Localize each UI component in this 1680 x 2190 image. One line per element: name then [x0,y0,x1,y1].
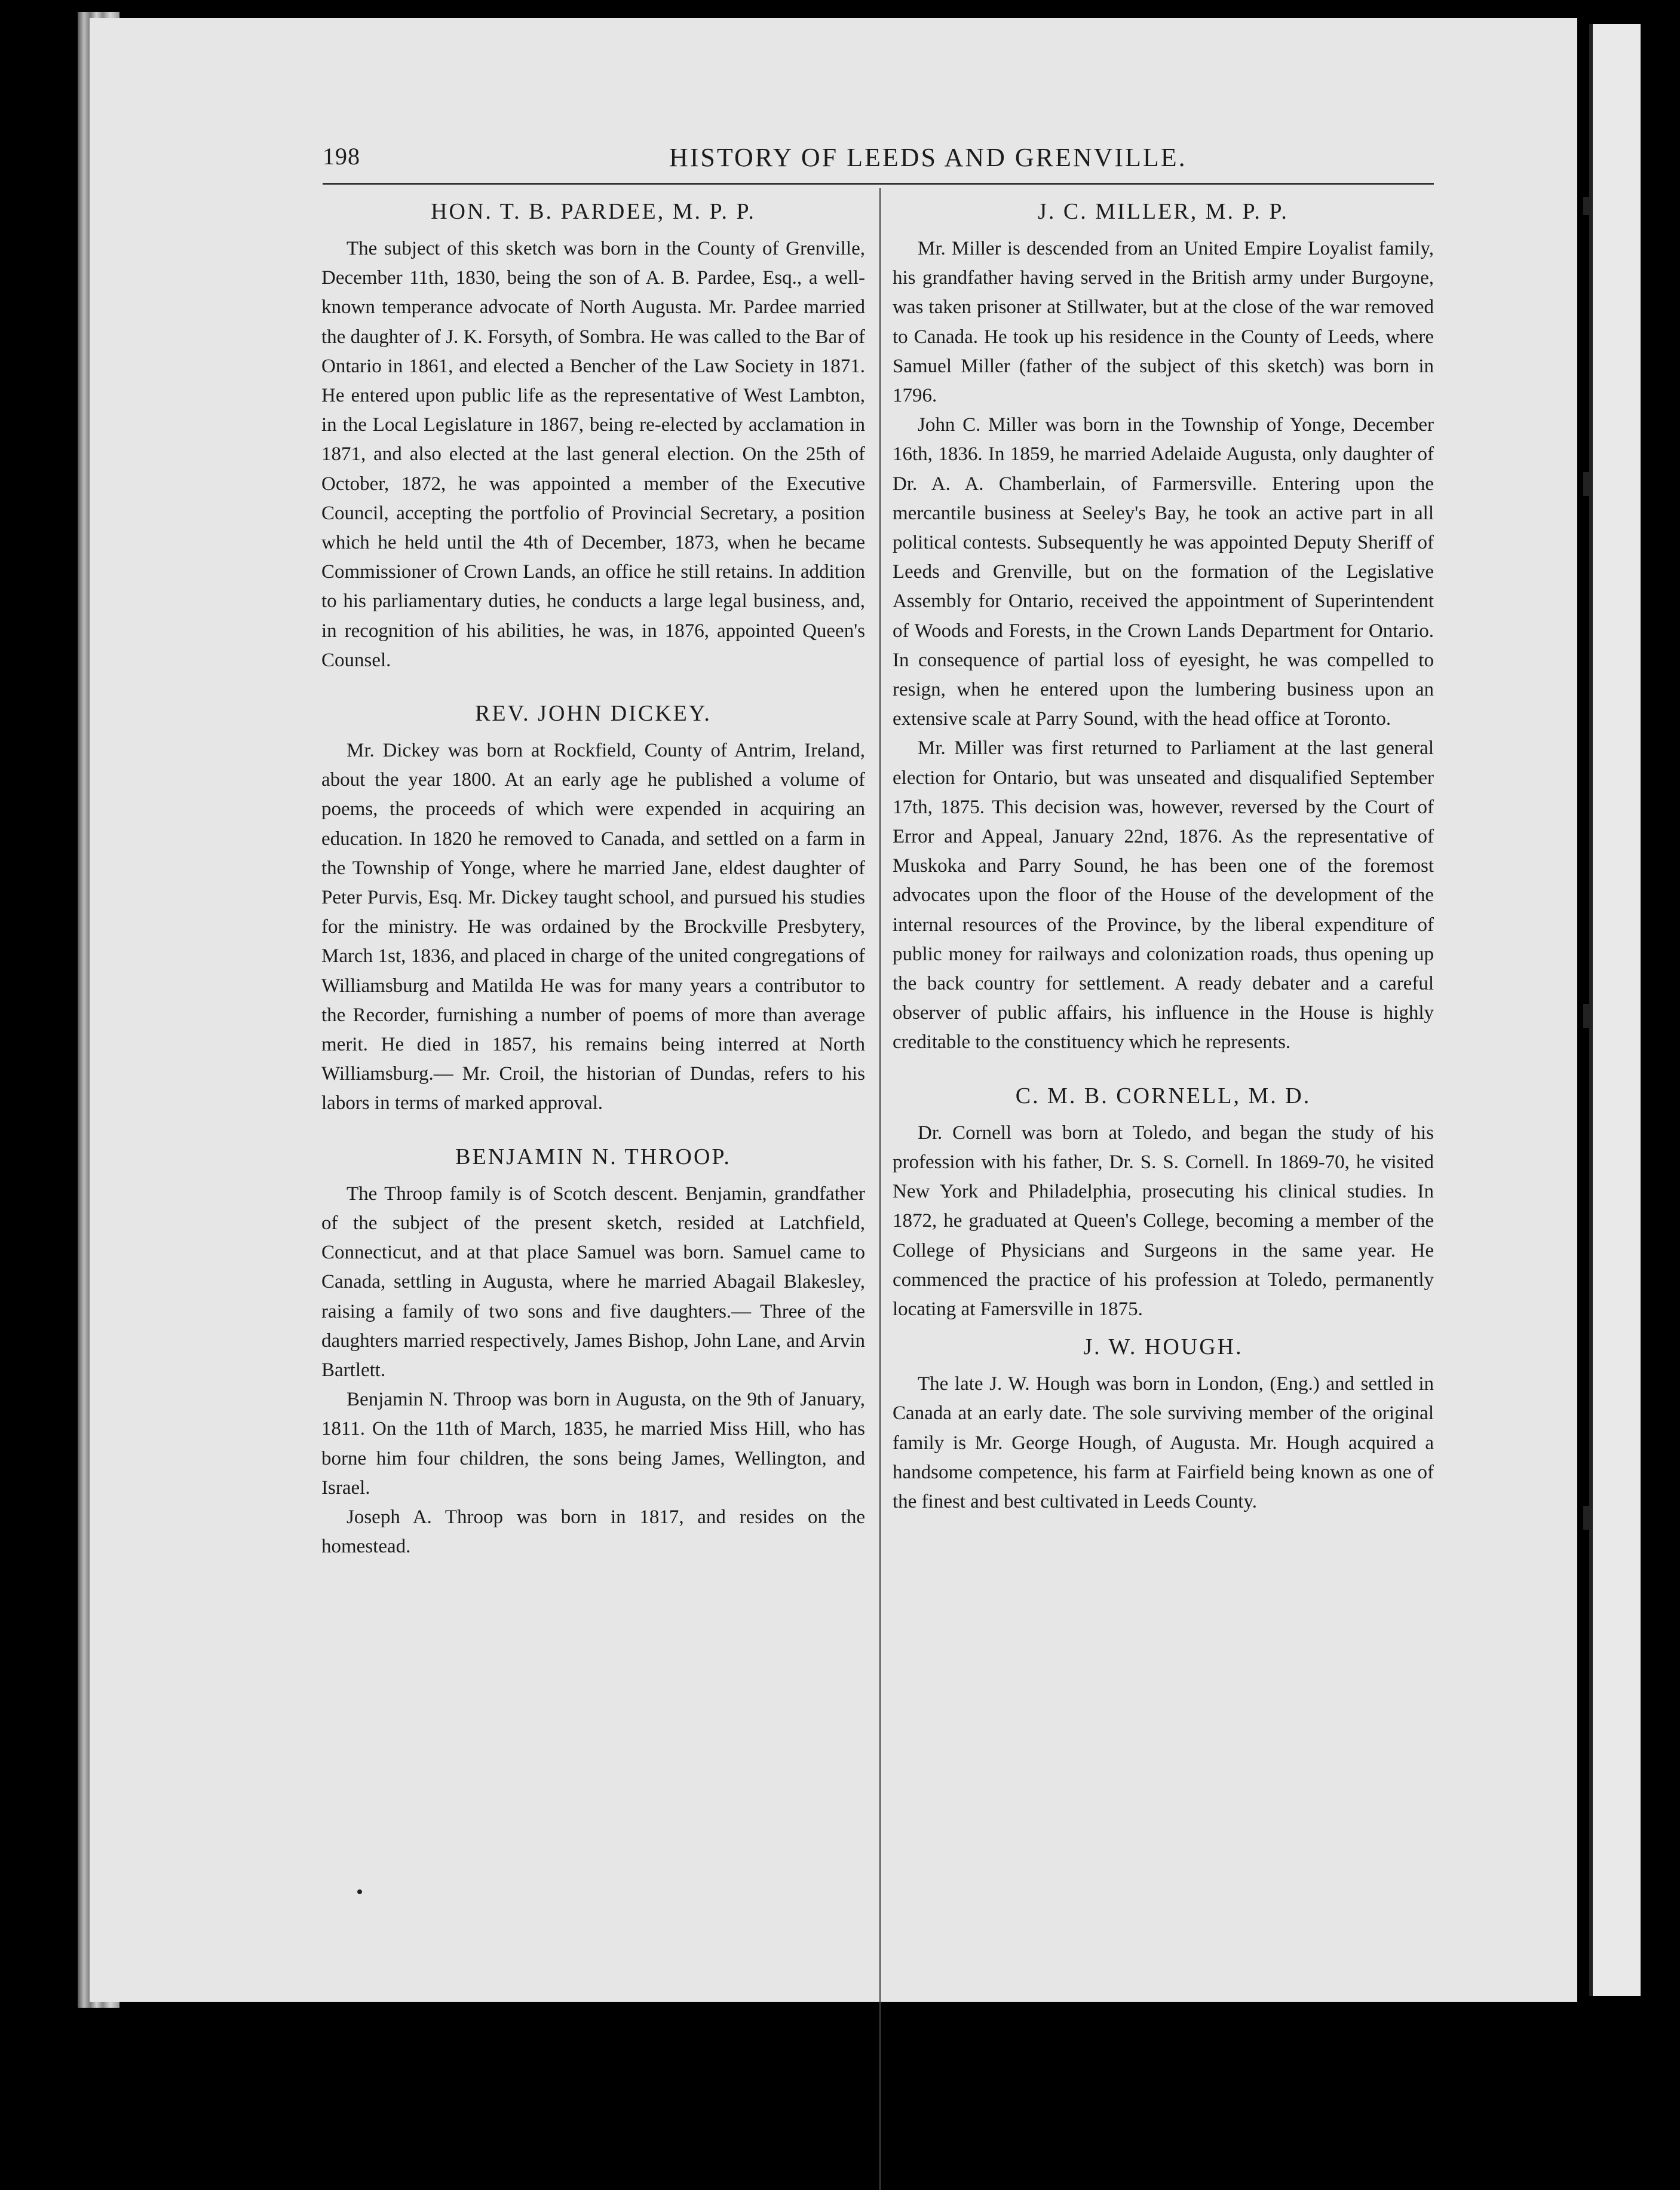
article-heading: C. M. B. CORNELL, M. D. [1015,1083,1311,1108]
article-hough [893,1333,1434,1517]
article-heading: J. W. HOUGH. [1083,1334,1243,1360]
article-paragraph: Mr. Miller is descended from an United Empire Loyalist family, his grandfather having served in the British army under Burgoyne, was taken prisoner at Stillwater, but at the close of the war removed to Canada. He took up his residence in the County of Leeds, where Samuel Miller (father of the subject of this sketch) was born in 1796. [893,238,1434,407]
ink-speck [357,1889,362,1894]
article-paragraph: Joseph A. Throop was born in 1817, and resides on the homestead. [321,1506,865,1558]
margin-mark [1583,472,1589,496]
left-column [321,197,865,1585]
article-paragraph: The subject of this sketch was born in the County of Grenville, December 11th, 1830, being the son of A. B. Pardee, Esq., a well-known temperance advocate of North Augusta. Mr. Pardee married the daughter of J. K. Forsyth, of Sombra. He was called to the Bar of Ontario in 1861, and elected a Bencher of the Law Society in 1871. He entered upon public life as the representative of West Lambton, in the Local Legislature in 1867, being re-elected by acclamation in 1871, and also elected at the last general election. On the 25th of October, 1872, he was appointed a member of the Executive Council, accepting the portfolio of Provincial Secretary, a position which he held until the 4th of December, 1873, when he became Commissioner of Crown Lands, an office he still retains. In addition to his parliamentary duties, he conducts a large legal business, and, in recognition of his abilities, he was, in 1876, appointed Queen's Counsel. [321,238,865,671]
article-dickey [321,699,865,1119]
article-heading: BENJAMIN N. THROOP. [455,1144,731,1169]
article-paragraph: The Throop family is of Scotch descent. Benjamin, grandfather of the subject of the present sketch, resided at Latchfield, Connecticut, and at that place Samuel was born. Samuel came to Canada, settling in Augusta, where he married Abagail Blakesley, raising a family of two sons and five daughters.— Three of the daughters married respectively, James Bishop, John Lane, and Arvin Bartlett. [321,1183,865,1381]
facing-page-edge [1589,24,1641,1996]
article-heading: J. C. MILLER, M. P. P. [1038,199,1289,224]
article-heading: HON. T. B. PARDEE, M. P. P. [431,199,756,224]
margin-mark [1583,197,1589,215]
margin-mark [1583,1506,1589,1530]
article-cornell [893,1082,1434,1324]
article-paragraph: Mr. Miller was first returned to Parliament at the last general election for Ontario, but was unseated and disqualified September 17th, 1875. This decision was, however, reversed by the Court of Error and Appeal, January 22nd, 1876. As the representative of Muskoka and Parry Sound, he has been one of the foremost advocates upon the floor of the House of the development of the internal resources of the Province, by the liberal expenditure of public money for railways and colonization roads, thus opening up the back country for settlement. A ready debater and a careful observer of public affairs, his influence in the House is highly creditable to the constituency which he represents. [893,737,1434,1053]
right-column [893,197,1434,1540]
page-number: 198 [323,143,360,170]
article-throop [321,1143,865,1562]
column-divider [879,188,881,2190]
article-paragraph: Mr. Dickey was born at Rockfield, County of Antrim, Ireland, about the year 1800. At an early age he published a volume of poems, the proceeds of which were expended in acquiring an education. In 1820 he removed to Canada, and settled on a farm in the Township of Yonge, where he married Jane, eldest daughter of Peter Purvis, Esq. Mr. Dickey taught school, and pursued his studies for the ministry. He was ordained by the Brockville Presbytery, March 1st, 1836, and placed in charge of the united congregations of Williamsburg and Matilda He was for many years a contributor to the Recorder, furnishing a number of poems of more than average merit. He died in 1857, his remains being interred at North Williamsburg.— Mr. Croil, the historian of Dundas, refers to his labors in terms of marked approval. [321,740,865,1114]
article-paragraph: John C. Miller was born in the Township of Yonge, December 16th, 1836. In 1859, he married Adelaide Augusta, only daughter of Dr. A. A. Chamberlain, of Farmersville. Entering upon the mercantile business at Seeley's Bay, he took an active part in all political contests. Subsequently he was appointed Deputy Sheriff of Leeds and Grenville, but on the formation of the Legislative Assembly for Ontario, received the appointment of Superintendent of Woods and Forests, in the Crown Lands Department for Ontario. In consequence of partial loss of eyesight, he was compelled to resign, when he entered upon the lumbering business upon an extensive scale at Parry Sound, with the head office at Toronto. [893,414,1434,730]
article-pardee [321,197,865,675]
article-miller [893,197,1434,1058]
article-paragraph: Benjamin N. Throop was born in Augusta, on the 9th of January, 1811. On the 11th of March, 1835, he married Miss Hill, who has borne him four children, the sons being James, Wellington, and Israel. [321,1389,865,1499]
article-paragraph: The late J. W. Hough was born in London, (Eng.) and settled in Canada at an early date. The sole surviving member of the original family is Mr. George Hough, of Augusta. Mr. Hough acquired a handsome competence, his farm at Fairfield being known as one of the finest and best cultivated in Leeds County. [893,1373,1434,1512]
article-paragraph: Dr. Cornell was born at Toledo, and began the study of his profession with his father, Dr. S. S. Cornell. In 1869-70, he visited New York and Philadelphia, prosecuting his clinical studies. In 1872, he graduated at Queen's College, becoming a member of the College of Physicians and Surgeons in the same year. He commenced the practice of his profession at Toledo, permanently locating at Famersville in 1875. [893,1122,1434,1320]
header-rule [323,183,1434,185]
article-heading: REV. JOHN DICKEY. [475,701,712,727]
running-title: HISTORY OF LEEDS AND GRENVILLE. [669,143,1187,172]
margin-mark [1583,1004,1589,1028]
running-head [323,142,1541,178]
